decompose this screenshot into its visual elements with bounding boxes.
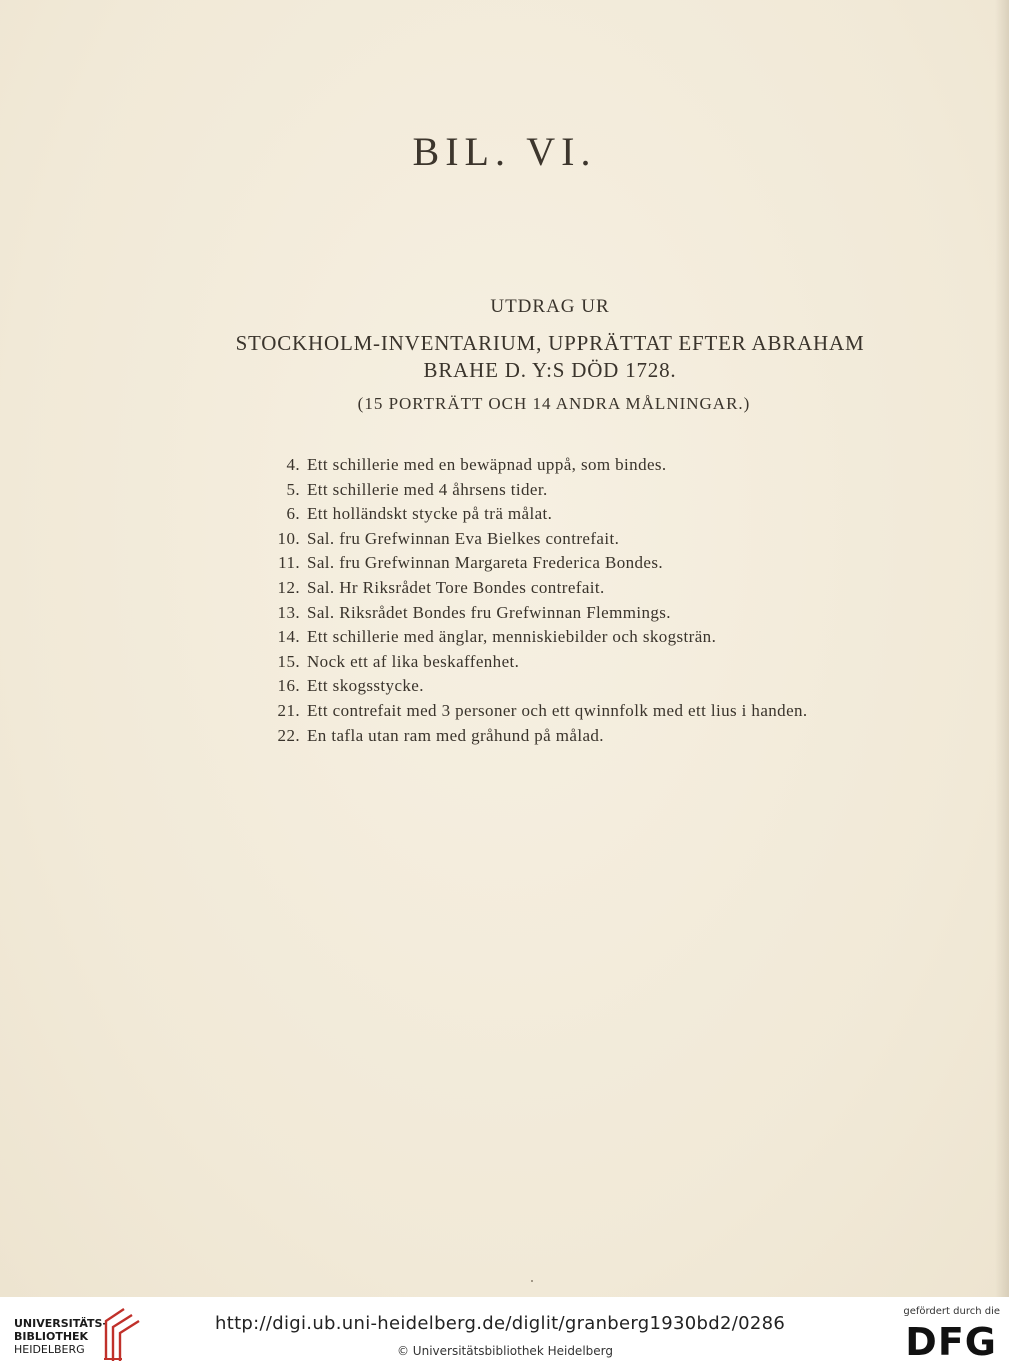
item-number: 15. bbox=[277, 651, 300, 671]
library-name[interactable] bbox=[14, 1317, 107, 1356]
inventory-item bbox=[262, 699, 962, 724]
item-number: 14. bbox=[277, 627, 300, 647]
inventory-item bbox=[262, 551, 962, 576]
item-text: Sal. fru Grefwinnan Margareta Frederica Bondes. bbox=[307, 553, 664, 573]
item-number: 10. bbox=[277, 528, 300, 548]
item-text: En tafla utan ram med gråhund på målad. bbox=[307, 725, 604, 745]
copyright-notice: © Universitätsbibliothek Heidelberg bbox=[396, 1344, 613, 1358]
inventory-item bbox=[262, 576, 962, 601]
item-number: 6. bbox=[286, 504, 300, 524]
inventory-item bbox=[262, 724, 962, 749]
inventory-item bbox=[262, 674, 962, 699]
item-number: 11. bbox=[278, 553, 300, 573]
section-subheading bbox=[90, 330, 1009, 384]
item-text: Ett schillerie med änglar, menniskiebilder och skogsträn. bbox=[307, 627, 717, 647]
document-url-link[interactable]: http://digi.ub.uni-heidelberg.de/diglit/granberg1930bd2/0286 bbox=[215, 1313, 786, 1334]
inventory-item bbox=[262, 502, 962, 527]
page-edge-shadow bbox=[995, 0, 1009, 1297]
subheading-line-2: BRAHE D. Y:S DÖD 1728. bbox=[423, 358, 677, 382]
library-name-line: BIBLIOTHEK bbox=[14, 1330, 89, 1343]
item-number: 16. bbox=[277, 676, 300, 696]
inventory-item bbox=[262, 527, 962, 552]
item-text: Sal. Riksrådet Bondes fru Grefwinnan Flemmings. bbox=[307, 602, 671, 622]
page-speck bbox=[531, 1280, 533, 1282]
inventory-item bbox=[262, 478, 962, 503]
inventory-list bbox=[262, 453, 962, 748]
subheading-line-1: STOCKHOLM-INVENTARIUM, UPPRÄTTAT EFTER ABRAHAM bbox=[235, 331, 865, 355]
item-number: 5. bbox=[286, 479, 300, 499]
plate-title: BIL. VI. bbox=[412, 129, 597, 174]
item-text: Sal. fru Grefwinnan Eva Bielkes contrefait. bbox=[307, 528, 620, 548]
item-number: 13. bbox=[277, 602, 300, 622]
item-text: Ett schillerie med 4 åhrsens tider. bbox=[307, 479, 548, 499]
inventory-item bbox=[262, 650, 962, 675]
inventory-item bbox=[262, 601, 962, 626]
library-name-line: HEIDELBERG bbox=[14, 1343, 85, 1356]
section-heading: UTDRAG UR bbox=[490, 296, 610, 317]
dfg-logo-icon[interactable] bbox=[893, 1321, 1001, 1361]
item-text: Ett contrefait med 3 personer och ett qwinnfolk med ett lius i handen. bbox=[307, 700, 808, 720]
inventory-item bbox=[262, 453, 962, 478]
library-logo-icon[interactable] bbox=[102, 1307, 142, 1363]
section-note: (15 PORTRÄTT OCH 14 ANDRA MÅLNINGAR.) bbox=[357, 394, 751, 413]
footer-bar bbox=[0, 1297, 1009, 1370]
item-number: 22. bbox=[277, 725, 300, 745]
inventory-item bbox=[262, 625, 962, 650]
funded-by-label: gefördert durch die bbox=[903, 1306, 1000, 1317]
svg-text:DFG: DFG bbox=[905, 1321, 997, 1361]
item-text: Ett holländskt stycke på trä målat. bbox=[307, 504, 553, 524]
item-text: Nock ett af lika beskaffenhet. bbox=[307, 651, 520, 671]
library-name-line: UNIVERSITÄTS- bbox=[14, 1317, 108, 1330]
item-text: Ett skogsstycke. bbox=[307, 676, 424, 696]
item-text: Sal. Hr Riksrådet Tore Bondes contrefait. bbox=[307, 577, 605, 597]
item-number: 4. bbox=[286, 455, 300, 474]
item-number: 12. bbox=[277, 577, 300, 597]
item-text: Ett schillerie med en bewäpnad uppå, som bindes. bbox=[307, 455, 667, 474]
item-number: 21. bbox=[277, 700, 300, 720]
